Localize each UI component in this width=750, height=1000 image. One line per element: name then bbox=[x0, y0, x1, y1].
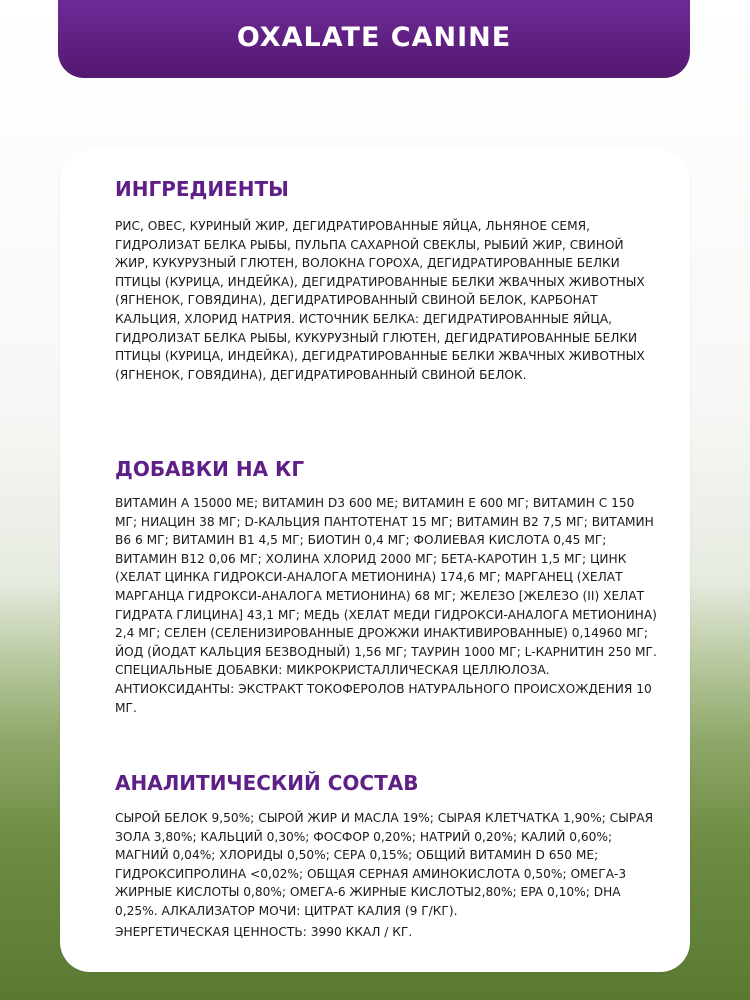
additives-heading: ДОБАВКИ НА КГ bbox=[115, 457, 305, 481]
ingredients-text: РИС, ОВЕС, КУРИНЫЙ ЖИР, ДЕГИДРАТИРОВАННЫЕ ЯЙЦА, ЛЬНЯНОЕ СЕМЯ, ГИДРОЛИЗАТ БЕЛКА РЫБЫ, ПУЛЬПА САХАРНОЙ СВЕКЛЫ, РЫБИЙ ЖИР, СВИНОЙ ЖИР, КУКУРУЗНЫЙ ГЛЮТЕН, ВОЛОКНА ГОРОХА, ДЕГИДРАТИРОВАННЫЕ БЕЛКИ ПТИЦЫ (КУРИЦА, ИНДЕЙКА), ДЕГИДРАТИРОВАННЫЕ БЕЛКИ ЖВАЧНЫХ ЖИВОТНЫХ (ЯГНЕНОК, ГОВЯДИНА), ДЕГИДРАТИРОВАННЫЙ СВИНОЙ БЕЛОК, КАРБОНАТ КАЛЬЦИЯ, ХЛОРИД НАТРИЯ. ИСТОЧНИК БЕЛКА: ДЕГИДРАТИРОВАННЫЕ ЯЙЦА, ГИДРОЛИЗАТ БЕЛКА РЫБЫ, КУКУРУЗНЫЙ ГЛЮТЕН, ДЕГИДРАТИРОВАННЫЕ БЕЛКИ ПТИЦЫ (КУРИЦА, ИНДЕЙКА), ДЕГИДРАТИРОВАННЫЕ БЕЛКИ ЖВАЧНЫХ ЖИВОТНЫХ (ЯГНЕНОК, ГОВЯДИНА), ДЕГИДРАТИРОВАННЫЙ СВИНОЙ БЕЛОК. bbox=[115, 219, 645, 382]
product-title: OXALATE CANINE bbox=[236, 21, 512, 53]
analysis-text: СЫРОЙ БЕЛОК 9,50%; СЫРОЙ ЖИР И МАСЛА 19%; СЫРАЯ КЛЕТЧАТКА 1,90%; СЫРАЯ ЗОЛА 3,80%; КАЛЬЦИЙ 0,30%; ФОСФОР 0,20%; НАТРИЙ 0,20%; КАЛИЙ 0,60%; МАГНИЙ 0,04%; ХЛОРИДЫ 0,50%; СЕРА 0,15%; ОБЩИЙ ВИТАМИН D 650 МЕ; ГИДРОКСИПРОЛИНА <0,02%; ОБЩАЯ СЕРНАЯ АМИНОКИСЛОТА 0,50%; ОМЕГА-3 ЖИРНЫЕ КИСЛОТЫ 0,80%; ОМЕГА-6 ЖИРНЫЕ КИСЛОТЫ2,80%; EPA 0,10%; DHA 0,25%. АЛКАЛИЗАТОР МОЧИ: ЦИТРАТ КАЛИЯ (9 Г/КГ). bbox=[115, 811, 654, 918]
analysis-heading: АНАЛИТИЧЕСКИЙ СОСТАВ bbox=[115, 771, 419, 795]
header-banner bbox=[58, 0, 690, 78]
info-card bbox=[60, 149, 690, 972]
additives-text: ВИТАМИН А 15000 МЕ; ВИТАМИН D3 600 МЕ; ВИТАМИН Е 600 МГ; ВИТАМИН С 150 МГ; НИАЦИН 38 МГ; D-КАЛЬЦИЯ ПАНТОТЕНАТ 15 МГ; ВИТАМИН В2 7,5 МГ; ВИТАМИН В6 6 МГ; ВИТАМИН В1 4,5 МГ; БИОТИН 0,4 МГ; ФОЛИЕВАЯ КИСЛОТА 0,45 МГ; ВИТАМИН В12 0,06 МГ; ХОЛИНА ХЛОРИД 2000 МГ; БЕТА-КАРОТИН 1,5 МГ; ЦИНК (ХЕЛАТ ЦИНКА ГИДРОКСИ-АНАЛОГА МЕТИОНИНА) 174,6 МГ; МАРГАНЕЦ (ХЕЛАТ МАРГАНЦА ГИДРОКСИ-АНАЛОГА МЕТИОНИНА) 68 МГ; ЖЕЛЕЗО [ЖЕЛЕЗО (II) ХЕЛАТ ГИДРАТА ГЛИЦИНА] 43,1 МГ; МЕДЬ (ХЕЛАТ МЕДИ ГИДРОКСИ-АНАЛОГА МЕТИОНИНА) 2,4 МГ; СЕЛЕН (СЕЛЕНИЗИРОВАННЫЕ ДРОЖЖИ ИНАКТИВИРОВАННЫЕ) 0,14960 МГ; ЙОД (ЙОДАТ КАЛЬЦИЯ БЕЗВОДНЫЙ) 1,56 МГ; ТАУРИН 1000 МГ; L-КАРНИТИН 250 МГ. СПЕЦИАЛЬНЫЕ ДОБАВКИ: МИКРОКРИСТАЛЛИЧЕСКАЯ ЦЕЛЛЮЛОЗА. АНТИОКСИДАНТЫ: ЭКСТРАКТ ТОКОФЕРОЛОВ НАТУРАЛЬНОГО ПРОИСХОЖДЕНИЯ 10 МГ. bbox=[115, 496, 657, 715]
energy-value-text: ЭНЕРГЕТИЧЕСКАЯ ЦЕННОСТЬ: 3990 ККАЛ / КГ. bbox=[115, 925, 413, 939]
ingredients-heading: ИНГРЕДИЕНТЫ bbox=[115, 177, 289, 201]
